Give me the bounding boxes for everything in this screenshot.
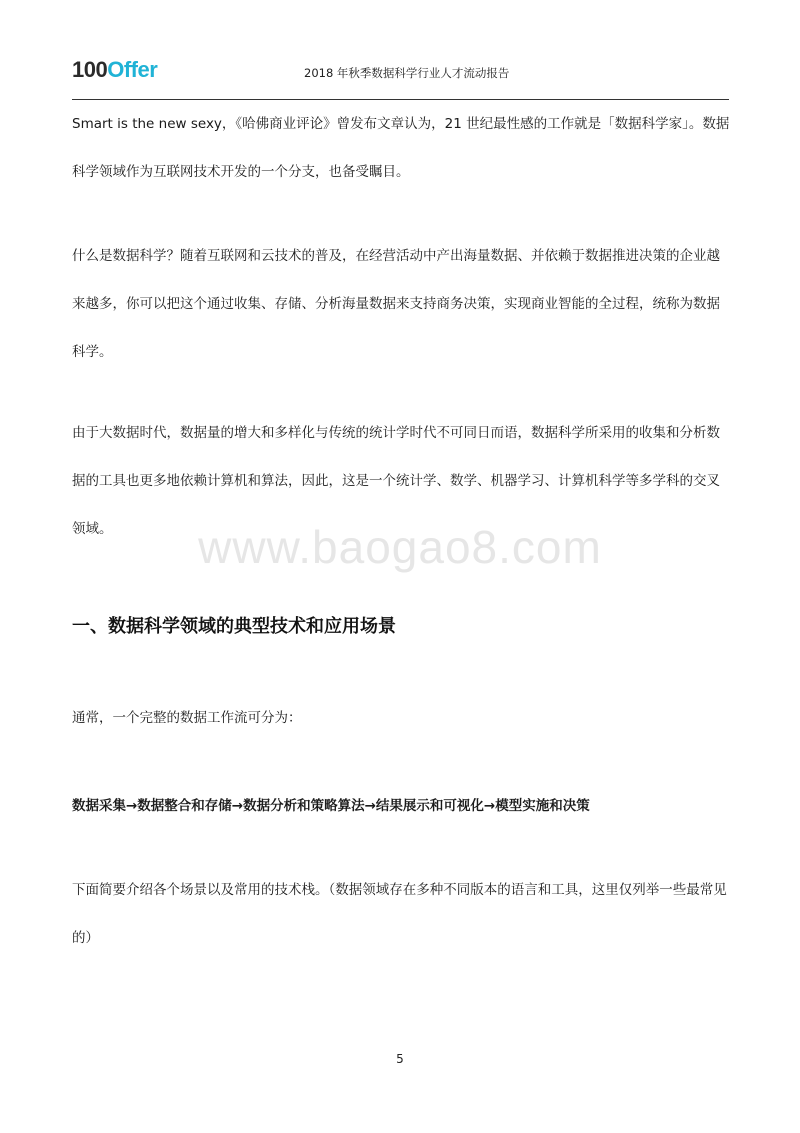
paragraph-definition: 什么是数据科学？随着互联网和云技术的普及，在经营活动中产出海量数据、并依赖于数据推进决策的企业越来越多，你可以把这个通过收集、存储、分析海量数据来支持商务决策，实现商业智能的全过程，统称为数据科学。 [72, 248, 720, 360]
section-heading: 一、数据科学领域的典型技术和应用场景 [72, 616, 396, 637]
section-note: 下面简要介绍各个场景以及常用的技术栈。（数据领域存在多种不同版本的语言和工具，这里仅列举一些最常见的） [72, 882, 727, 946]
report-title: 2018 年秋季数据科学行业人才流动报告 [304, 66, 510, 80]
logo-number: 100 [72, 57, 108, 82]
page-header [72, 56, 729, 100]
logo-brand: Offer [107, 57, 158, 82]
workflow-line: 数据采集→数据整合和存储→数据分析和策略算法→结果展示和可视化→模型实施和决策 [72, 798, 590, 814]
section-intro: 通常，一个完整的数据工作流可分为： [72, 710, 302, 726]
watermark: www.baogao8.com [198, 521, 602, 573]
logo [72, 56, 157, 84]
paragraph-intro: Smart is the new sexy，《哈佛商业评论》曾发布文章认为，21 世纪最性感的工作就是「数据科学家」。数据科学领域作为互联网技术开发的一个分支，也备受瞩目。 [72, 116, 730, 180]
paragraph-interdisciplinary: 由于大数据时代，数据量的增大和多样化与传统的统计学时代不可同日而语，数据科学所采用的收集和分析数据的工具也更多地依赖计算机和算法，因此，这是一个统计学、数学、机器学习、计算机科学等多学科的交叉领域。 [72, 425, 720, 537]
page-number: 5 [396, 1052, 404, 1066]
